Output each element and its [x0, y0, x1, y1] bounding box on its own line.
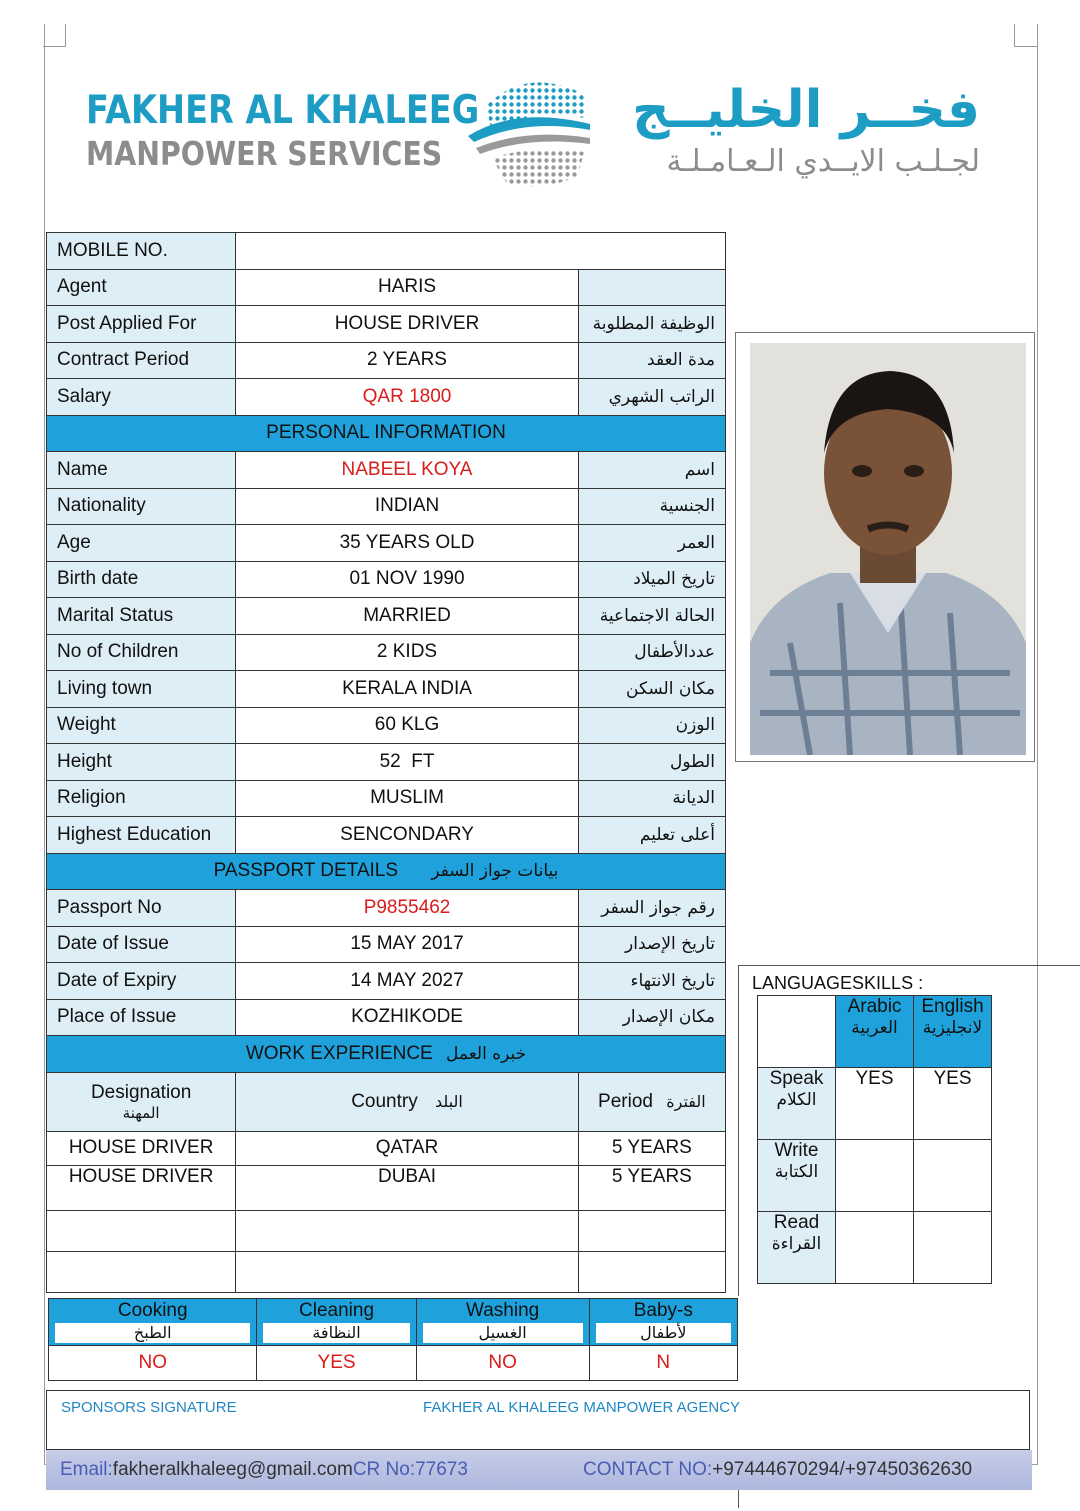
company-name-line2: MANPOWER SERVICES	[86, 134, 443, 173]
field-value: INDIAN	[236, 488, 579, 525]
table-row	[47, 707, 726, 744]
work-period: 5 YEARS	[578, 1131, 725, 1165]
signature-box	[46, 1390, 1030, 1450]
table-row	[47, 452, 726, 489]
designation-header	[47, 1072, 236, 1131]
field-label: No of Children	[47, 634, 236, 671]
field-value: 14 MAY 2027	[236, 963, 579, 1000]
field-value: MUSLIM	[236, 780, 579, 817]
skill-label: Write	[774, 1140, 819, 1161]
read-arabic-value	[836, 1212, 914, 1284]
field-value: 2 YEARS	[236, 342, 579, 379]
empty-cell	[578, 1210, 725, 1251]
period-header-en: Period	[598, 1090, 653, 1112]
table-row	[49, 1299, 738, 1346]
country-header	[236, 1072, 579, 1131]
country-header-ar: البلد	[435, 1091, 463, 1111]
field-label: Passport No	[47, 890, 236, 927]
field-label-ar: مكان السكن	[578, 671, 725, 708]
table-row	[47, 561, 726, 598]
field-label: Salary	[47, 379, 236, 416]
table-row	[758, 1140, 992, 1212]
salary-value: QAR 1800	[236, 379, 579, 416]
passport-section-title	[47, 853, 726, 890]
candidate-photo-frame	[735, 332, 1035, 762]
skill-cleaning-value: YES	[257, 1346, 416, 1381]
table-row	[47, 342, 726, 379]
work-country: QATAR	[236, 1131, 579, 1165]
field-label-ar: الحالة الاجتماعية	[578, 598, 725, 635]
table-row	[47, 634, 726, 671]
field-label-ar	[578, 269, 725, 306]
table-row	[47, 233, 726, 270]
field-label-ar: الراتب الشهري	[578, 379, 725, 416]
skill-name: Cooking	[117, 1300, 188, 1321]
write-arabic-value	[836, 1140, 914, 1212]
personal-info-title: PERSONAL INFORMATION	[47, 415, 726, 452]
skill-cooking-header	[49, 1299, 257, 1346]
designation-header-ar: المهنة	[122, 1103, 160, 1122]
skill-speak	[758, 1068, 836, 1140]
field-label-ar: تاريخ الإصدار	[578, 926, 725, 963]
table-row	[47, 488, 726, 525]
language-header-arabic	[836, 996, 914, 1068]
field-label: Post Applied For	[47, 306, 236, 343]
field-label: Date of Expiry	[47, 963, 236, 1000]
section-header	[47, 853, 726, 890]
field-label: Marital Status	[47, 598, 236, 635]
field-label: Name	[47, 452, 236, 489]
field-label: Religion	[47, 780, 236, 817]
field-label: Highest Education	[47, 817, 236, 854]
passport-title: PASSPORT DETAILS	[213, 860, 399, 882]
language-name: English	[921, 996, 984, 1017]
name-value: NABEEL KOYA	[236, 452, 579, 489]
speak-english-value: YES	[914, 1068, 992, 1140]
skill-name-ar: لأطفال	[596, 1323, 731, 1343]
footer-contact	[583, 1459, 972, 1481]
period-header-ar: الفترة	[666, 1091, 706, 1111]
company-logo-icon	[466, 66, 594, 194]
work-designation: HOUSE DRIVER	[47, 1131, 236, 1165]
section-header	[47, 415, 726, 452]
candidate-details-table	[46, 232, 726, 1293]
sponsor-signature-label: SPONSORS SIGNATURE	[61, 1399, 237, 1416]
skill-label-ar: الكتابة	[774, 1162, 819, 1182]
field-label: Birth date	[47, 561, 236, 598]
skill-babysitting-header	[589, 1299, 737, 1346]
field-value: HOUSE DRIVER	[236, 306, 579, 343]
passport-number-value: P9855462	[236, 890, 579, 927]
read-english-value	[914, 1212, 992, 1284]
agency-signature-label: FAKHER AL KHALEEG MANPOWER AGENCY	[423, 1399, 741, 1416]
skill-name: Cleaning	[299, 1300, 375, 1321]
language-name: Arabic	[847, 996, 902, 1017]
table-row	[47, 269, 726, 306]
passport-title-ar: بيانات جواز السفر	[431, 861, 559, 882]
empty-cell	[47, 1210, 236, 1251]
skill-write	[758, 1140, 836, 1212]
field-label-ar: العمر	[578, 525, 725, 562]
household-skills-table	[48, 1298, 738, 1381]
skill-name-ar: النظافة	[263, 1323, 409, 1343]
table-row	[47, 963, 726, 1000]
table-row	[47, 1210, 726, 1251]
mobile-value	[236, 233, 726, 270]
skill-label-ar: القراءة	[771, 1234, 822, 1254]
footer-email	[60, 1459, 468, 1481]
table-row	[47, 780, 726, 817]
cr-label: CR No:	[352, 1459, 416, 1480]
skill-washing-header	[416, 1299, 589, 1346]
field-label: Height	[47, 744, 236, 781]
table-row	[47, 926, 726, 963]
skill-name-ar: الغسيل	[423, 1323, 583, 1343]
skill-name-ar: الطبخ	[55, 1323, 250, 1343]
contact-label: CONTACT NO:	[583, 1459, 713, 1480]
field-label-ar: مكان الإصدار	[578, 999, 725, 1036]
skill-washing-value: NO	[416, 1346, 589, 1381]
cr-value: 77673	[415, 1459, 468, 1480]
field-label-ar: أعلى تعليم	[578, 817, 725, 854]
empty-cell	[47, 1251, 236, 1292]
field-label: Age	[47, 525, 236, 562]
work-title: WORK EXPERIENCE	[245, 1042, 433, 1064]
field-value: SENCONDARY	[236, 817, 579, 854]
skill-label: Speak	[769, 1068, 824, 1089]
field-label: Weight	[47, 707, 236, 744]
table-row	[47, 598, 726, 635]
table-row	[47, 1251, 726, 1292]
candidate-photo	[750, 343, 1026, 755]
table-row	[47, 999, 726, 1036]
field-value: 2 KIDS	[236, 634, 579, 671]
field-label-ar: الديانة	[578, 780, 725, 817]
field-label-ar: مدة العقد	[578, 342, 725, 379]
field-value: 01 NOV 1990	[236, 561, 579, 598]
work-designation: HOUSE DRIVER	[47, 1165, 236, 1210]
household-skills	[48, 1298, 738, 1384]
field-label-ar: رقم جواز السفر	[578, 890, 725, 927]
contact-value: +97444670294/+97450362630	[712, 1459, 973, 1480]
field-label: Agent	[47, 269, 236, 306]
table-row	[758, 1068, 992, 1140]
empty-cell	[578, 1251, 725, 1292]
field-label-ar: الجنسية	[578, 488, 725, 525]
field-value: 60 KLG	[236, 707, 579, 744]
crop-mark-top-right	[1014, 24, 1037, 47]
language-skills-title: LANGUAGESKILLS :	[752, 973, 924, 993]
field-label-ar: الوزن	[578, 707, 725, 744]
table-row	[758, 996, 992, 1068]
table-row	[758, 1212, 992, 1284]
skill-read	[758, 1212, 836, 1284]
table-row	[47, 671, 726, 708]
email-label: Email:	[60, 1459, 113, 1480]
field-label-ar: تاريخ الانتهاء	[578, 963, 725, 1000]
skill-label-ar: الكلام	[776, 1090, 817, 1110]
field-value: 52 FT	[236, 744, 579, 781]
footer-bar	[46, 1450, 1032, 1490]
company-name-ar	[620, 78, 980, 182]
table-row	[47, 1165, 726, 1210]
candidate-photo-image	[750, 343, 1026, 755]
table-row	[47, 817, 726, 854]
designation-header-en: Designation	[90, 1081, 192, 1103]
country-header-en: Country	[351, 1090, 418, 1112]
company-name-ar-line2: لجـلـب الايــدي الـعـامـلـة	[666, 144, 980, 179]
mobile-label: MOBILE NO.	[47, 233, 236, 270]
language-header-english	[914, 996, 992, 1068]
table-row	[47, 1131, 726, 1165]
work-section-title	[47, 1036, 726, 1073]
field-label: Contract Period	[47, 342, 236, 379]
section-header	[47, 1036, 726, 1073]
table-row	[47, 525, 726, 562]
skill-cleaning-header	[257, 1299, 416, 1346]
skill-cooking-value: NO	[49, 1346, 257, 1381]
work-header-row	[47, 1072, 726, 1131]
field-label-ar: عددالأطفال	[578, 634, 725, 671]
field-value: KOZHIKODE	[236, 999, 579, 1036]
empty-cell	[236, 1251, 579, 1292]
language-name-ar: العربية	[851, 1018, 898, 1038]
table-row	[49, 1346, 738, 1381]
field-label: Living town	[47, 671, 236, 708]
field-value: 15 MAY 2017	[236, 926, 579, 963]
write-english-value	[914, 1140, 992, 1212]
empty-cell	[236, 1210, 579, 1251]
field-label-ar: الطول	[578, 744, 725, 781]
skill-name: Washing	[466, 1300, 540, 1321]
crop-mark-top-left	[43, 24, 66, 47]
table-row	[47, 306, 726, 343]
skill-name: Baby-s	[633, 1300, 693, 1321]
field-label: Date of Issue	[47, 926, 236, 963]
period-header	[578, 1072, 725, 1131]
language-skills-table	[757, 995, 992, 1284]
language-name-ar: لانجليزية	[922, 1018, 983, 1038]
work-country: DUBAI	[236, 1165, 579, 1210]
field-value: 35 YEARS OLD	[236, 525, 579, 562]
work-period: 5 YEARS	[578, 1165, 725, 1210]
table-row	[47, 744, 726, 781]
field-label: Nationality	[47, 488, 236, 525]
divider	[738, 1490, 739, 1508]
field-label: Place of Issue	[47, 999, 236, 1036]
table-row	[47, 379, 726, 416]
work-title-ar: خبره العمل	[446, 1043, 527, 1064]
skill-label: Read	[773, 1212, 820, 1233]
field-value: MARRIED	[236, 598, 579, 635]
speak-arabic-value: YES	[836, 1068, 914, 1140]
skill-babysitting-value: N	[589, 1346, 737, 1381]
field-value: KERALA INDIA	[236, 671, 579, 708]
field-value: HARIS	[236, 269, 579, 306]
table-row	[47, 890, 726, 927]
empty-cell	[758, 996, 836, 1068]
email-value: fakheralkhaleeg@gmail.com	[112, 1459, 353, 1480]
field-label-ar: اسم	[578, 452, 725, 489]
company-name-line1: FAKHER AL KHALEEG	[86, 88, 480, 133]
field-label-ar: الوظيفة المطلوبة	[578, 306, 725, 343]
field-label-ar: تاريخ الميلاد	[578, 561, 725, 598]
company-name-ar-line1: فخــر الخليــج	[632, 80, 980, 140]
